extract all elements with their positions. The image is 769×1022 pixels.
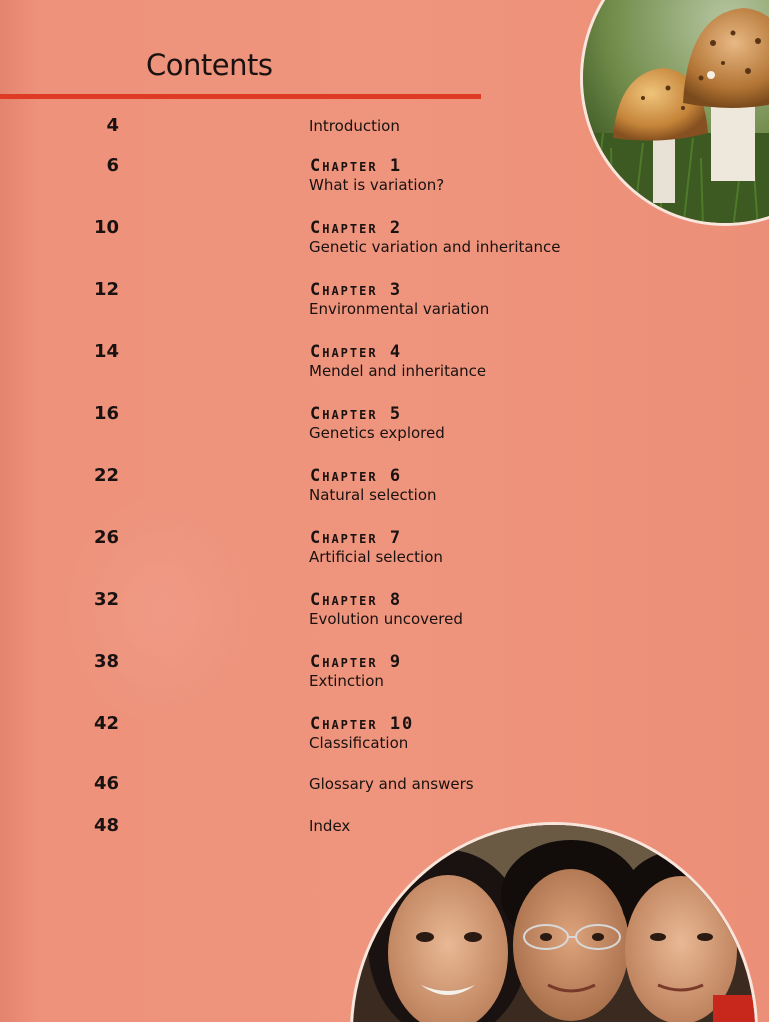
toc-chapter-title: What is variation?: [309, 176, 445, 194]
toc-chapter-heading: Chapter 4: [310, 342, 403, 362]
toc-entry-title: Introduction: [309, 117, 400, 135]
toc-chapter-title: Environmental variation: [309, 300, 490, 318]
toc-chapter-title: Evolution uncovered: [309, 610, 463, 628]
toc-page-number: 38: [93, 651, 119, 672]
toc-page-number: 32: [93, 589, 119, 610]
toc-page-number: 4: [106, 115, 119, 136]
page-title: Contents: [146, 48, 273, 82]
toc-chapter-title: Classification: [309, 734, 409, 752]
toc-page-number: 22: [93, 465, 119, 486]
toc-chapter-heading: Chapter 10: [310, 714, 415, 734]
toc-page-number: 14: [93, 341, 119, 362]
toc-page-number: 16: [93, 403, 119, 424]
toc-page-number: 46: [93, 773, 119, 794]
toc-chapter-title: Extinction: [309, 672, 384, 690]
toc-page-number: 12: [93, 279, 119, 300]
toc-chapter-heading: Chapter 3: [310, 280, 403, 300]
toc-chapter-heading: Chapter 1: [310, 156, 403, 176]
toc-chapter-title: Mendel and inheritance: [309, 362, 487, 380]
toc-chapter-heading: Chapter 6: [310, 466, 403, 486]
toc-chapter-title: Genetics explored: [309, 424, 445, 442]
toc-page-number: 10: [93, 217, 119, 238]
toc-chapter-title: Genetic variation and inheritance: [309, 238, 561, 256]
toc-chapter-title: Natural selection: [309, 486, 437, 504]
toc-chapter-heading: Chapter 9: [310, 652, 403, 672]
toc-chapter-title: Artificial selection: [309, 548, 443, 566]
toc-entry-title: Index: [309, 817, 351, 835]
toc-chapter-heading: Chapter 8: [310, 590, 403, 610]
toc-page-number: 42: [93, 713, 119, 734]
toc-chapter-heading: Chapter 7: [310, 528, 403, 548]
toc-page-number: 6: [106, 155, 119, 176]
toc-entry-title: Glossary and answers: [309, 775, 474, 793]
toc-chapter-heading: Chapter 2: [310, 218, 403, 238]
toc-page-number: 48: [93, 815, 119, 836]
toc-page-number: 26: [93, 527, 119, 548]
toc-chapter-heading: Chapter 5: [310, 404, 403, 424]
